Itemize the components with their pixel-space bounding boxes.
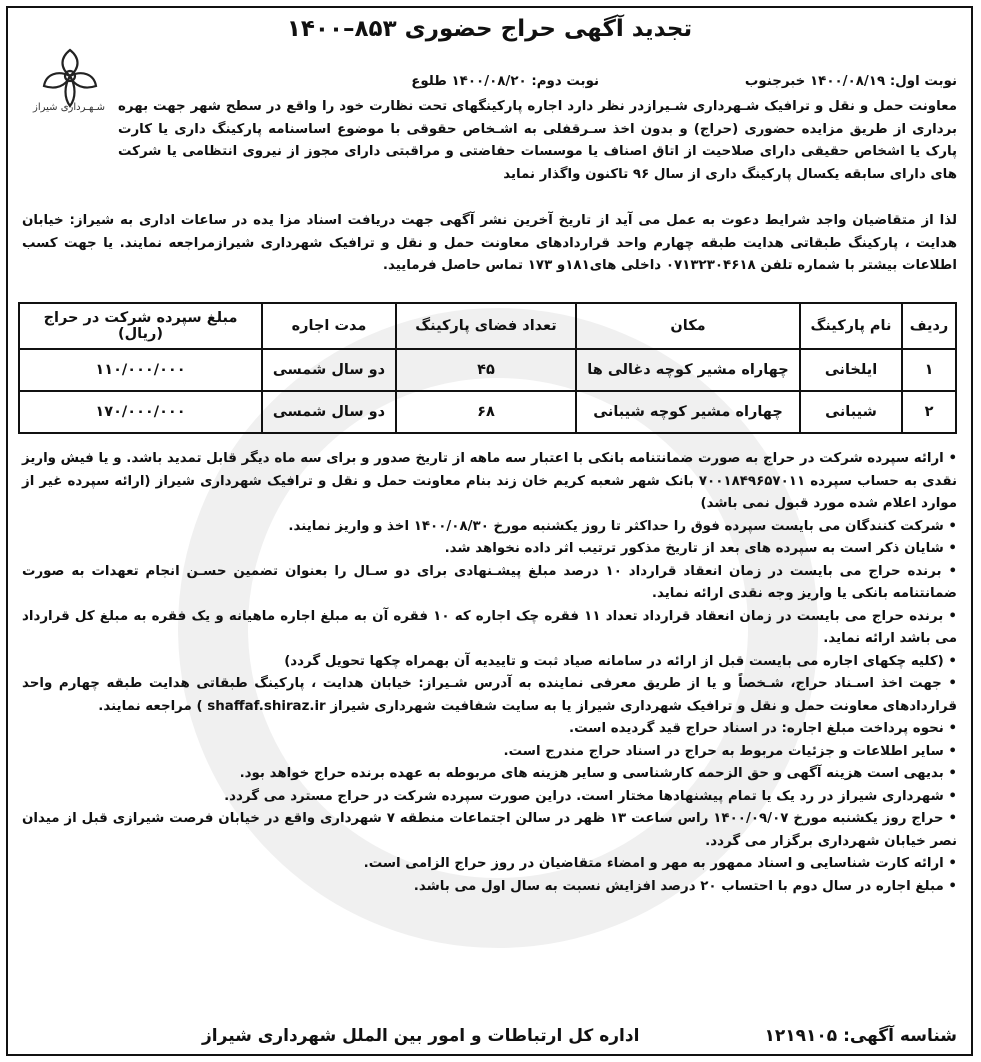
condition-item: • حراج روز یکشنبه مورخ ۱۴۰۰/۰۹/۰۷ راس ساعت ۱۳ ظهر در سالن اجتماعات منطقه ۷ شهرداری واقع در خیابان فرصت شیرازی قبل از میدان نصر خیابان شهرداری برگزار می گردد. xyxy=(22,811,958,849)
condition-item: • نحوه پرداخت مبلغ اجاره: در اسناد حراج قید گردیده است. xyxy=(569,721,957,736)
issuing-office: اداره کل ارتباطات و امور بین الملل شهرداری شیراز xyxy=(202,1026,640,1046)
second-notice: نوبت دوم: ۱۴۰۰/۰۸/۲۰ طلوع xyxy=(411,74,599,89)
cell-parking-name: شیبانی xyxy=(800,391,902,433)
table-row xyxy=(19,391,956,433)
condition-item: • (کلیه چکهای اجاره می بایست قبل از ارائه در سامانه صیاد ثبت و تاییدیه آن بهمراه چکها تحویل گردد) xyxy=(284,653,957,669)
condition-item: • برنده حراج می بایست در زمان انعقاد قرارداد تعداد ۱۱ فقره چک اجاره که ۱۰ فقره آن به مبلغ اجاره ماهیانه و یک فقره به مبلغ کل قرارداد می باشد ارائه نماید. xyxy=(22,608,957,646)
ad-id: شناسه آگهی: ۱۲۱۹۱۰۵ xyxy=(764,1026,957,1046)
invite-paragraph: لذا از متقاضیان واجد شرایط دعوت به عمل می آید از تاریخ آخرین نشر آگهی جهت دریافت اسناد مزا یده در ساعات اداری به شیراز: خیابان هدایت ، پارکینگ طبقاتی هدایت طبقه چهارم واحد قراردادهای معاونت حمل و نقل و ترافیک شهرداری شیرازمراجعه نمایند. یا جهت کسب اطلاعات بیشتر با شماره تلفن ۰۷۱۳۲۳۰۴۶۱۸ داخلی های۱۸۱و ۱۷۳ تماس حاصل فرمایید. xyxy=(22,213,957,273)
condition-item: • ارائه کارت شناسایی و اسناد ممهور به مهر و امضاء متقاضیان در روز حراج الزامی است. xyxy=(363,856,957,871)
cell-duration: دو سال شمسی xyxy=(262,391,396,433)
condition-item: • جهت اخذ اسـناد حراج، شـخصاً و یا از طریق معرفی نماینده به آدرس شـیراز: خیابان هدایت ، پارکینگ طبقاتی هدایت طبقه چهارم واحد قراردادهای معاونت حمل و نقل و ترافیک شهرداری شیراز یا به سایت شفافیت شهرداری شیراز shaffaf.shiraz.ir ) مراجعه نمایند. xyxy=(22,676,957,714)
municipality-logo-icon xyxy=(30,42,110,112)
condition-item: • مبلغ اجاره در سال دوم با احتساب ۲۰ درصد افزایش نسبت به سال اول می باشد. xyxy=(413,878,957,894)
col-header-spaces: تعداد فضای پارکینگ xyxy=(396,303,576,349)
condition-item: • سایر اطلاعات و جزئیات مربوط به حراج در اسناد حراج مندرج است. xyxy=(503,743,957,759)
notice-title: تجدید آگهی حراج حضوری ۸۵۳–۱۴۰۰ xyxy=(286,16,693,42)
col-header-duration: مدت اجاره xyxy=(262,303,396,349)
condition-item: • بدیهی است هزینه آگهی و حق الزحمه کارشناسی و سایر هزینه های مربوطه به عهده برنده حراج خواهد بود. xyxy=(239,766,957,781)
table-header-row xyxy=(19,303,956,349)
logo-caption: شـهـرداری شیراز xyxy=(33,102,105,113)
parking-table xyxy=(18,302,957,434)
first-notice: نوبت اول: ۱۴۰۰/۰۸/۱۹ خبرجنوب xyxy=(744,74,957,89)
cell-deposit: ۱۱۰/۰۰۰/۰۰۰ xyxy=(19,349,262,391)
condition-item: • شهرداری شیراز در رد یک یا تمام پیشنهادها مختار است. دراین صورت سپرده شرکت در حراج مسترد می گردد. xyxy=(224,788,957,804)
col-header-deposit: مبلغ سپرده شرکت در حراج (ریال) xyxy=(19,303,262,349)
notice-frame xyxy=(6,6,973,1056)
condition-item: • برنده حراج می بایست در زمان انعقاد قرارداد ۱۰ درصد مبلغ پیشـنهادی برای دو سـال را بعنوان تضمین حسـن انجام تعهدات به صورت ضمانتنامه بانکی یا واریز وجه نقدی ارائه نماید. xyxy=(22,563,958,601)
cell-row-number: ۲ xyxy=(902,391,956,433)
cell-row-number: ۱ xyxy=(902,349,956,391)
cell-spaces: ۴۵ xyxy=(396,349,576,391)
col-header-location: مکان xyxy=(576,303,800,349)
cell-deposit: ۱۷۰/۰۰۰/۰۰۰ xyxy=(19,391,262,433)
col-header-parking-name: نام پارکینگ xyxy=(800,303,902,349)
cell-location: چهاراه مشیر کوچه دغالی ها xyxy=(576,349,800,391)
cell-parking-name: ایلخانی xyxy=(800,349,902,391)
cell-spaces: ۶۸ xyxy=(396,391,576,433)
col-header-row-number: ردیف xyxy=(902,303,956,349)
intro-paragraph: معاونت حمل و نقل و ترافیک شـهرداری شـیرازدر نظر دارد اجاره پارکینگهای تحت نظارت خود را واقع در سطح شهر جهت بهره برداری از طریق مزایده حضوری (حراج) و بدون اخذ سـرقفلی به اشـخاص حقوقی با موضوع اساسنامه پارکینگ داری یا کارت پارک یا اشخاص حقیقی دارای صلاحیت از اتاق اصناف یا موسسات حفاضتی و مراقبتی دارای مجوز از نیروی انتظامی یا شرکت های دارای سابقه یکسال پارکینگ داری از سال ۹۶ تاکنون واگذار نماید xyxy=(118,99,957,182)
table-row xyxy=(19,349,956,391)
condition-item: • ارائه سپرده شرکت در حراج به صورت ضمانتنامه بانکی با اعتبار سه ماهه از تاریخ صدور و برای سه ماه دیگر قابل تمدید باشد. و یا فیش واریز نقدی به حساب سپرده ۷۰۰۱۸۴۹۶۵۷۰۱۱ بانک شهر شعبه کریم خان زند بنام معاونت حمل و نقل و ترافیک شهرداری شیراز (ارائه سپرده غیر از موارد اعلام شده مورد قبول نمی باشد) xyxy=(22,451,957,511)
condition-item: • شرکت کنندگان می بایست سپرده فوق را حداکثر تا روز یکشنبه مورخ ۱۴۰۰/۰۸/۳۰ اخذ و واریز نمایند. xyxy=(288,518,957,534)
condition-item: • شایان ذکر است به سپرده های بعد از تاریخ مذکور ترتیب اثر داده نخواهد شد. xyxy=(444,541,957,556)
cell-location: چهاراه مشیر کوچه شیبانی xyxy=(576,391,800,433)
cell-duration: دو سال شمسی xyxy=(262,349,396,391)
conditions-list xyxy=(22,448,957,898)
